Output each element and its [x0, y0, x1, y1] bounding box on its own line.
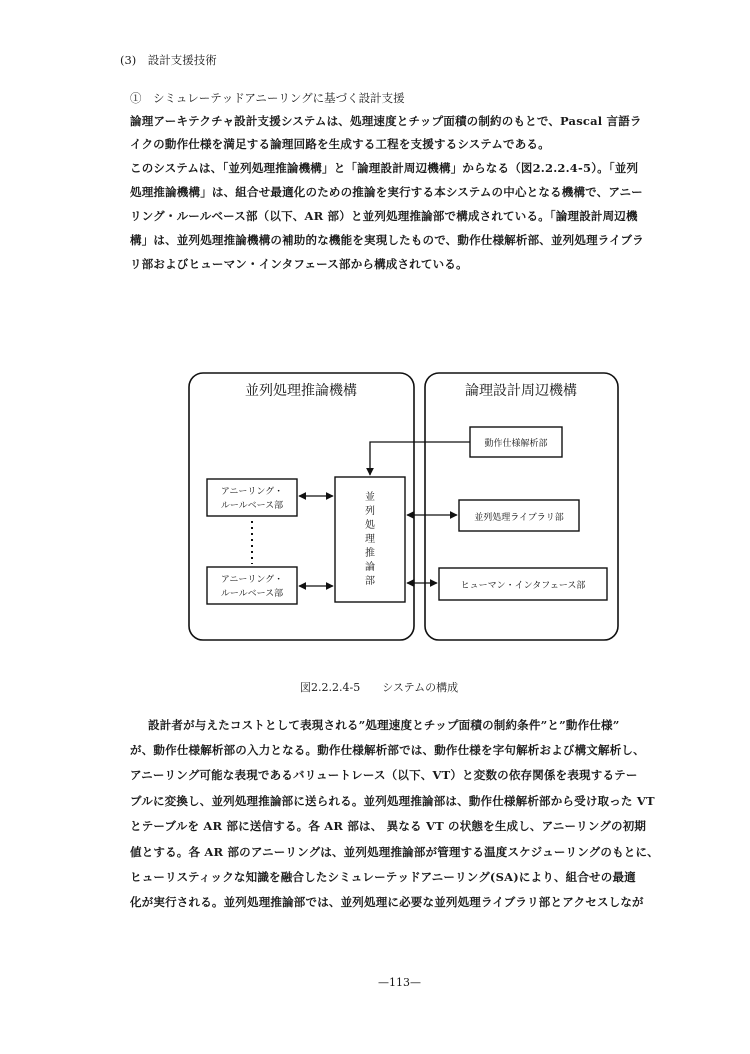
paragraph-line: が、動作仕様解析部の入力となる。動作仕様解析部では、動作仕様を字句解析および構文解析し、: [130, 743, 645, 757]
parallel-inference-char: 処: [365, 520, 375, 531]
system-structure-diagram: [185, 368, 625, 648]
left-group-title: 並列処理推論機構: [245, 383, 357, 399]
paragraph-line: リング・ルールベース部（以下、AR 部）と並列処理推論部で構成されている。「論理設計周辺機: [130, 209, 638, 223]
ar-unit-bottom-label-1: アニーリング・: [220, 575, 284, 585]
paragraph-line: リ部およびヒューマン・インタフェース部から構成されている。: [130, 257, 468, 271]
figure-caption: 図2.2.2.4-5 システムの構成: [300, 681, 459, 694]
right-group-title: 論理設計周辺機構: [465, 383, 577, 399]
paragraph-line: 設計者が与えたコストとして表現される”処理速度とチップ面積の制約条件”と”動作仕様”: [148, 718, 620, 732]
paragraph-line: とテーブルを AR 部に送信する。各 AR 部は、 異なる VT の状態を生成し、アニーリングの初期: [130, 819, 647, 833]
paragraph-line: ヒューリスティックな知識を融合したシミュレーテッドアニーリング(SA)により、組合せの最適: [130, 870, 636, 884]
human-interface-label: ヒューマン・インタフェース部: [460, 581, 586, 591]
paragraph-line: このシステムは、「並列処理推論機構」と「論理設計周辺機構」からなる（図2.2.2.4-5）。「並列: [130, 161, 639, 175]
parallel-inference-char: 理: [365, 534, 375, 545]
page-number: —113—: [378, 976, 421, 989]
section-heading: (3) 設計支援技術: [120, 53, 217, 67]
parallel-inference-char: 論: [365, 562, 375, 573]
paragraph-line: アニーリング可能な表現であるバリュートレース（以下、VT）と変数の依存関係を表現するテー: [130, 768, 638, 782]
paragraph-line: 値とする。各 AR 部のアニーリングは、並列処理推論部が管理する温度スケジューリングのもとに、: [130, 845, 659, 859]
paragraph-line: イクの動作仕様を満足する論理回路を生成する工程を支援するシステムである。: [130, 137, 550, 151]
paragraph-line: ブルに変換し、並列処理推論部に送られる。並列処理推論部は、動作仕様解析部から受け取った VT: [130, 794, 655, 808]
parallel-library-label: 並列処理ライブラリ部: [474, 513, 564, 523]
ar-unit-top-label-2: ルールベース部: [220, 501, 284, 511]
subsection-heading: ① シミュレーテッドアニーリングに基づく設計支援: [130, 91, 405, 105]
ar-unit-bottom-label-2: ルールベース部: [220, 589, 284, 599]
parallel-inference-char: 列: [365, 506, 375, 517]
arrow-spec-to-inference: [370, 442, 470, 475]
paragraph-line: 論理アーキテクチャ設計支援システムは、処理速度とチップ面積の制約のもとで、Pascal 言語ラ: [130, 114, 642, 128]
parallel-inference-char: 並: [365, 492, 375, 503]
paragraph-line: 化が実行される。並列処理推論部では、並列処理に必要な並列処理ライブラリ部とアクセスしなが: [130, 895, 644, 909]
spec-analyzer-label: 動作仕様解析部: [484, 439, 548, 449]
paragraph-line: 処理推論機構」は、組合せ最適化のための推論を実行する本システムの中心となる機構で、アニー: [130, 185, 643, 199]
paragraph-line: 構」は、並列処理推論機構の補助的な機能を実現したもので、動作仕様解析部、並列処理ライブラ: [130, 233, 644, 247]
parallel-inference-char: 部: [365, 576, 375, 587]
parallel-inference-char: 推: [365, 548, 375, 559]
ar-unit-top-label-1: アニーリング・: [220, 487, 284, 497]
